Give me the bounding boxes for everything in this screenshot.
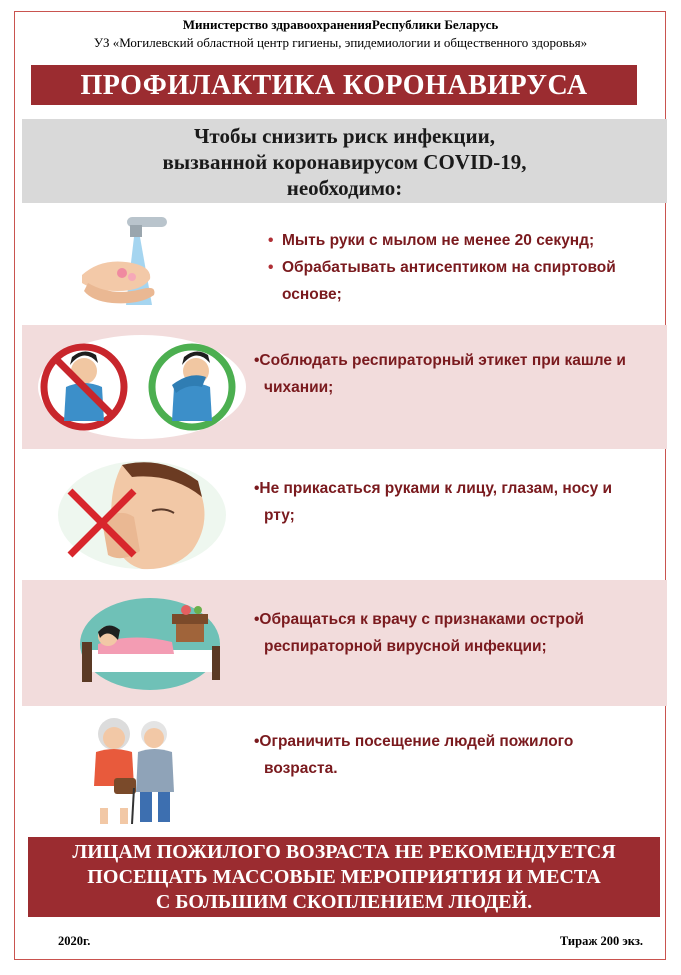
subtitle-line-1: Чтобы снизить риск инфекции,	[194, 124, 495, 148]
advice-text-doctor	[254, 606, 661, 660]
advice-row-face	[22, 451, 667, 577]
advice-text-cough	[254, 347, 661, 401]
advice-line-face-1: •Не прикасаться руками к лицу, глазам, носу и	[254, 480, 613, 497]
institution-name: УЗ «Могилевский областной центр гигиены, эпидемиологии и общественного здоровья»	[93, 35, 588, 50]
advice-row-doctor	[22, 580, 667, 706]
advice-line-doctor-2: респираторной вирусной инфекции;	[264, 638, 547, 655]
advice-line-cough-1: •Соблюдать респираторный этикет при кашле и	[254, 352, 626, 369]
advice-text-elderly	[254, 728, 661, 782]
no-face-touch-icon	[22, 451, 252, 577]
advice-line-elderly-2: возраста.	[264, 760, 338, 777]
warning-line-2: ПОСЕЩАТЬ МАССОВЫЕ МЕРОПРИЯТИЯ И МЕСТА	[87, 866, 601, 888]
advice-row-handwashing	[22, 205, 667, 323]
elderly-couple-icon	[22, 708, 252, 832]
ministry-name: Министерство здравоохраненияРеспублики Беларусь	[182, 17, 499, 32]
advice-row-cough	[22, 325, 667, 449]
sick-in-bed-icon	[22, 580, 252, 706]
subtitle	[22, 119, 667, 203]
advice-line-elderly-1: •Ограничить посещение людей пожилого	[254, 733, 574, 750]
advice-line-doctor-1: •Обращаться к врачу с признаками острой	[254, 611, 584, 628]
advice-bullet-wash-hands: • Мыть руки с мылом не менее 20 секунд;	[254, 227, 661, 254]
poster-title: ПРОФИЛАКТИКА КОРОНАВИРУСА	[31, 65, 637, 105]
advice-text-handwashing	[254, 227, 661, 308]
warning-line-1: ЛИЦАМ ПОЖИЛОГО ВОЗРАСТА НЕ РЕКОМЕНДУЕТСЯ	[72, 841, 616, 863]
subtitle-line-2: вызванной коронавирусом COVID-19,	[162, 150, 527, 174]
cough-etiquette-icon	[22, 325, 252, 449]
advice-line-face-2: рту;	[264, 507, 295, 524]
subtitle-line-3: необходимо:	[286, 176, 403, 200]
advice-text-face	[254, 475, 661, 529]
advice-bullet-antiseptic: • Обрабатывать антисептиком на спиртовой основе;	[254, 254, 661, 308]
advice-row-elderly	[22, 708, 667, 832]
print-circulation: Тираж 200 экз.	[559, 934, 643, 948]
warning-line-3: С БОЛЬШИМ СКОПЛЕНИЕМ ЛЮДЕЙ.	[155, 891, 533, 913]
publication-year: 2020г.	[58, 934, 91, 948]
hand-washing-icon	[22, 205, 252, 323]
advice-line-cough-2: чихании;	[264, 379, 334, 396]
elderly-warning	[28, 837, 660, 917]
